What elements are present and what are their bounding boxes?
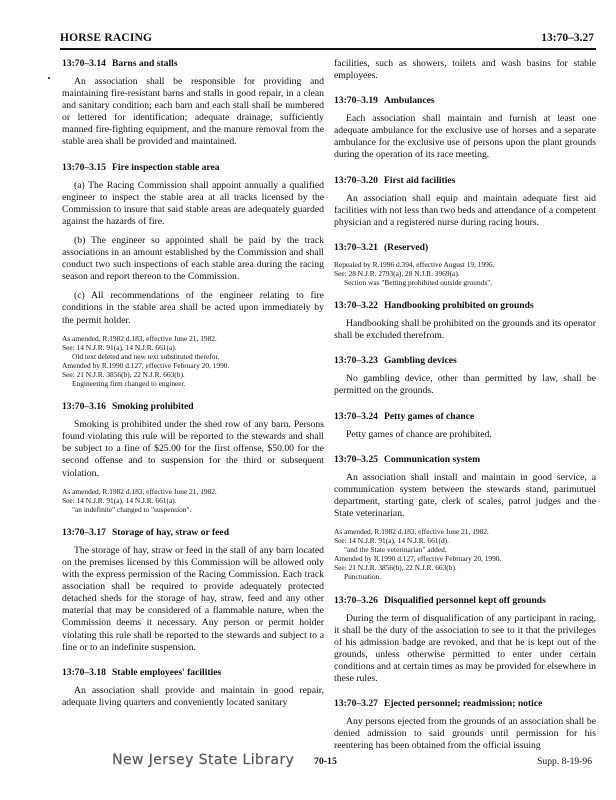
history-line: Old text deleted and new text substituted therefor. [72, 351, 220, 361]
section-heading [334, 355, 596, 367]
scan-speck [48, 77, 50, 79]
history-line: Engineering firm changed to engineer. [72, 379, 186, 389]
history-line: "an indefinite" changed to "suspension". [72, 504, 192, 514]
section-number: 13:70–3.20 [334, 174, 378, 186]
history-line: As amended, R.1982 d.183, effective June 21, 1982. [62, 333, 217, 343]
section-heading [334, 595, 596, 607]
section-number: 13:70–3.22 [334, 300, 378, 312]
section-title: Gambling devices [383, 355, 457, 367]
section-heading [62, 401, 324, 413]
history-line: See: 21 N.J.R. 3856(b), 22 N.J.R. 663(b). [62, 369, 185, 379]
history-line: Repealed by R.1996 d.394, effective August 19, 1996. [334, 259, 495, 269]
history-line: As amended, R.1982 d.183, effective June 21, 1982. [62, 486, 217, 496]
section-heading [334, 300, 596, 312]
history-line: See: 21 N.J.R. 3856(b), 22 N.J.R. 663(b). [334, 563, 457, 573]
section-paragraph: (c) All recommendations of the engineer relating to fire conditions in the stable area shall be acted upon immediately by the permit holder. [62, 290, 324, 326]
section-title: Disqualified personnel kept off grounds [383, 594, 546, 606]
section-paragraph: An association shall equip and maintain adequate first aid facilities with not less than two beds and attendance of a competent physician and a registered nurse during racing hours. [334, 192, 596, 228]
history-line: Amended by R.1990 d.127, effective February 20, 1990. [62, 360, 230, 370]
rule-section [334, 95, 596, 161]
section-title: Storage of hay, straw or feed [111, 526, 230, 538]
section-paragraph: The storage of hay, straw or feed in the stall of any barn located on the premises licensed by this Commission will be allowed only with the express permission of the Racing Commission. Each track association shall be required to provide adequately protected detached sheds for the storage of hay, straw, feed and any other material that may be considered of a flammable nature, when the Commission deems it necessary. Any person or permit holder violating this rule shall be reported to the stewards and subject to a fine or to an indefinite suspension. [62, 544, 324, 653]
section-paragraph: facilities, such as showers, toilets and wash basins for stable employees. [334, 58, 596, 82]
section-paragraph: An association shall provide and maintain in good repair, adequate living quarters and conveniently located sanitary [62, 684, 324, 708]
amendment-history [334, 260, 596, 287]
section-heading [62, 667, 324, 679]
history-line: See: 14 N.J.R. 91(a), 14 N.J.R. 661(d). [334, 536, 449, 546]
page-number: 70-15 [314, 756, 337, 767]
section-number: 13:70–3.19 [334, 95, 378, 107]
rule-section [62, 401, 324, 514]
rule-section [62, 162, 324, 389]
history-line: As amended, R.1982 d.183, effective June 21, 1982. [334, 526, 489, 536]
rule-section [62, 527, 324, 654]
rule-section [334, 58, 596, 82]
section-paragraph: No gambling device, other than permitted by law, shall be permitted on the grounds. [334, 373, 596, 397]
section-paragraph: Smoking is prohibited under the shed row of any barn. Persons found violating this rule will be reported to the stewards and shall be subject to a fine of $25.00 for the first offense, $50.00 for the second offense and to suspension for the third or subsequent violation. [62, 419, 324, 479]
section-number: 13:70–3.14 [62, 58, 106, 69]
supplement-date: Supp. 8-19-96 [537, 756, 592, 767]
amendment-history [62, 487, 324, 514]
rule-section [334, 242, 596, 287]
section-number: 13:70–3.23 [334, 355, 378, 367]
section-number: 13:70–3.15 [62, 161, 106, 173]
section-title: Ambulances [383, 95, 435, 107]
running-header [60, 30, 596, 50]
rule-section [334, 595, 596, 686]
rule-section [334, 454, 596, 582]
section-paragraph: (a) The Racing Commission shall appoint annually a qualified engineer to inspect the stable area at all tracks licensed by the Commission to insure that said stable areas are adequately guarded against the hazards of fire. [62, 179, 324, 227]
section-heading [334, 95, 596, 107]
section-number: 13:70–3.24 [334, 410, 378, 422]
section-paragraph: An association shall install and maintain in good service, a communication system between the stewards stand, parimutuel department, starting gate, clerk of scales, patrol judges and the State veterinarian. [334, 471, 596, 519]
rule-section [334, 411, 596, 441]
history-line: Amended by R.1990 d.127, effective February 20, 1990. [334, 554, 502, 564]
section-title: Smoking prohibited [111, 401, 194, 413]
rule-section [334, 175, 596, 229]
rule-section [334, 300, 596, 342]
section-title: Ejected personnel; readmission; notice [383, 698, 543, 710]
left-column [62, 58, 324, 722]
rule-section [62, 667, 324, 709]
history-line: See: 28 N.J.R. 2793(a), 28 N.J.R. 3969(a). [334, 268, 460, 278]
section-paragraph: Petty games of chance are prohibited. [346, 428, 492, 440]
section-number: 13:70–3.21 [334, 241, 378, 253]
amendment-history [62, 334, 324, 389]
history-line: Section was "Betting prohibited outside grounds". [344, 278, 493, 288]
section-number: 13:70–3.17 [62, 526, 106, 538]
section-number: 13:70–3.18 [62, 666, 106, 678]
history-line: "and the State veterinarian" added. [344, 545, 447, 555]
section-heading [334, 242, 596, 254]
section-heading [62, 58, 324, 70]
library-watermark: New Jersey State Library [112, 752, 295, 768]
header-title: HORSE RACING [60, 32, 153, 44]
history-line: Punctuation. [344, 572, 382, 582]
section-title: (Reserved) [383, 241, 429, 253]
section-heading [62, 162, 324, 174]
section-title: Petty games of chance [383, 410, 475, 422]
page-footer [60, 752, 596, 772]
section-heading [334, 175, 596, 187]
section-heading [334, 698, 596, 710]
section-number: 13:70–3.25 [334, 453, 378, 465]
section-heading [62, 527, 324, 539]
section-number: 13:70–3.26 [334, 594, 378, 606]
section-number: 13:70–3.27 [334, 698, 378, 710]
section-title: Fire inspection stable area [111, 161, 220, 173]
right-column [334, 58, 596, 765]
section-title: Communication system [383, 453, 481, 465]
section-heading [334, 454, 596, 466]
section-heading [334, 411, 596, 423]
section-title: First aid facilities [383, 174, 456, 186]
section-paragraph: Any persons ejected from the grounds of an association shall be denied admission to said grounds until permission for his reentering has been obtained from the official issuing [334, 716, 596, 752]
section-paragraph: Each association shall maintain and furnish at least one adequate ambulance for the exclusive use of horses and a separate ambulance for the exclusive use of persons upon the plant grounds during the operation of its race meeting. [334, 113, 596, 161]
section-number: 13:70–3.16 [62, 401, 106, 413]
history-line: See: 14 N.J.R. 91(a), 14 N.J.R. 661(a). [62, 495, 177, 505]
section-title: Handbooking prohibited on grounds [383, 300, 534, 312]
header-section-range: 13:70–3.27 [541, 32, 594, 44]
section-paragraph: An association shall be responsible for providing and maintaining fire-resistant barns and stalls in good repair, in a clean and sanitary condition; each barn and each stall shall be numbered or lettered for identification; adequate drainage, sufficiently manned fire-fighting equipment, and the manure removal from the stable area shall be provided and maintained. [62, 76, 324, 148]
section-paragraph: (b) The engineer so appointed shall be paid by the track associations in an amount established by the Commission and shall conduct two such inspections of each stable area during the racing season and report thereon to the Commission. [62, 234, 324, 283]
rule-section [62, 58, 324, 149]
section-title: Barns and stalls [111, 58, 178, 69]
section-paragraph: Handbooking shall be prohibited on the grounds and its operator shall be excluded therefrom. [334, 318, 596, 342]
rule-section [334, 698, 596, 752]
section-paragraph: During the term of disqualification of any participant in racing, it shall be the duty of the association to see to it that the privileges of his admission badge are revoked, and that he is kept out of the grounds, unless otherwise permitted to enter under certain conditions and at certain times as may be provided for elsewhere in these rules. [334, 612, 596, 684]
history-line: See: 14 N.J.R. 91(a), 14 N.J.R. 661(a). [62, 342, 177, 352]
section-title: Stable employees' facilities [111, 666, 222, 678]
amendment-history [334, 527, 596, 582]
rule-section [334, 355, 596, 397]
